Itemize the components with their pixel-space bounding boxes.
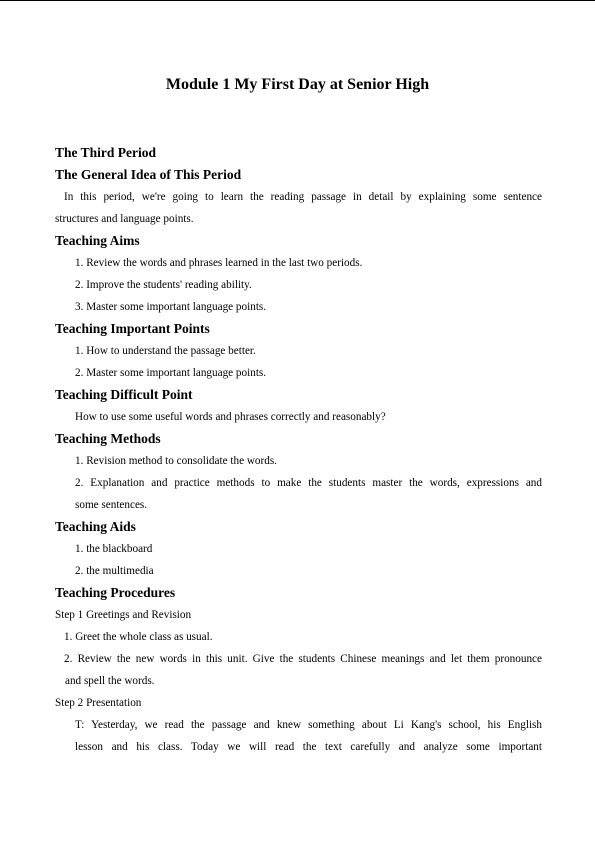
method-item-continuation: some sentences.: [75, 499, 148, 511]
step-item: 1. Greet the whole class as usual.: [64, 631, 213, 643]
step-title: Step 1 Greetings and Revision: [55, 609, 192, 621]
important-point-item: 1. How to understand the passage better.: [75, 345, 256, 357]
methods-heading: Teaching Methods: [55, 431, 161, 446]
presentation-line: T: Yesterday, we read the passage and knew something about Li Kang's school, his English: [75, 719, 542, 731]
general-idea-line: In this period, we're going to learn the reading passage in detail by explaining some sentence: [64, 191, 542, 203]
general-idea-heading: The General Idea of This Period: [55, 167, 242, 182]
method-item: 1. Revision method to consolidate the words.: [75, 455, 277, 467]
difficult-point-heading: Teaching Difficult Point: [55, 387, 193, 402]
aim-item: 1. Review the words and phrases learned in the last two periods.: [75, 257, 363, 269]
method-item: 2. Explanation and practice methods to make the students master the words, expressions and: [75, 477, 542, 489]
general-idea-line: structures and language points.: [55, 213, 194, 225]
procedures-heading: Teaching Procedures: [55, 585, 176, 600]
important-points-heading: Teaching Important Points: [55, 321, 210, 336]
step-title: Step 2 Presentation: [55, 697, 142, 709]
aids-heading: Teaching Aids: [55, 519, 136, 534]
document-body: [55, 142, 542, 758]
step-item: 2. Review the new words in this unit. Give the students Chinese meanings and let them pronounce: [64, 653, 542, 665]
aim-item: 3. Master some important language points.: [75, 301, 267, 313]
presentation-line: lesson and his class. Today we will read the text carefully and analyze some important: [75, 741, 542, 753]
aid-item: 1. the blackboard: [75, 543, 153, 555]
aims-heading: Teaching Aims: [55, 233, 140, 248]
difficult-point-text: How to use some useful words and phrases correctly and reasonably?: [75, 411, 386, 423]
top-border-line: [0, 0, 595, 1]
period-heading: The Third Period: [55, 145, 157, 160]
step-item-continuation: and spell the words.: [65, 675, 155, 687]
aid-item: 2. the multimedia: [75, 565, 154, 577]
aim-item: 2. Improve the students' reading ability.: [75, 279, 252, 291]
important-point-item: 2. Master some important language points.: [75, 367, 267, 379]
document-title: Module 1 My First Day at Senior High: [165, 76, 430, 93]
